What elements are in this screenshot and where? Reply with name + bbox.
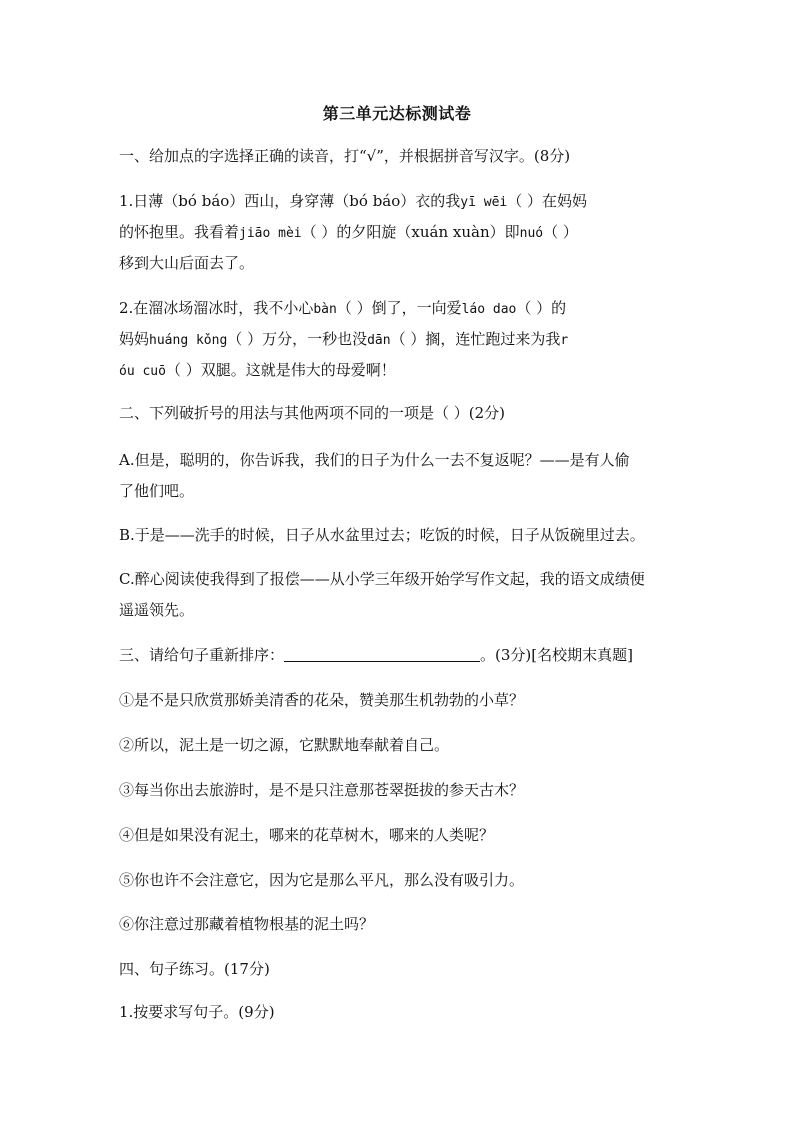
section-2-heading: 二、下列破折号的用法与其他两项不同的一项是（ ）(2分) [119,404,506,422]
q1-line-2 [119,217,689,249]
sentence-item: ②所以，泥土是一切之源，它默默地奉献着自己。 [119,736,450,754]
section-3-heading [119,640,689,670]
pinyin: dān [367,333,391,348]
q2-line-1 [119,293,689,325]
q1-line-3: 移到大山后面去了。 [119,254,255,272]
q2-text: （ ）双腿。这就是伟大的母爱啊！ [165,361,396,379]
pinyin: nuó [519,226,544,241]
sentence-item: ①是不是只欣赏那娇美清香的花朵，赞美那生机勃勃的小草？ [119,691,525,709]
option-c-line-2: 遥遥领先。 [119,601,195,619]
page-title: 第三单元达标测试卷 [322,104,472,123]
section-4-heading: 四、句子练习。(17分) [119,960,270,978]
option-a-line-2: 了他们吧。 [119,482,195,500]
section-3-heading-text: 三、请给句子重新排序： [119,646,285,664]
option-b: B.于是——洗手的时候，日子从水盆里过去；吃饭的时候，日子从饭碗里过去。 [119,526,645,544]
q1-line-1 [119,186,689,218]
pinyin: láo dao [461,302,517,317]
q1-text: 1.日薄（bó báo）西山，身穿薄（bó báo）衣的我 [119,192,461,210]
pinyin: yī wēi [460,195,508,210]
q1-text: （ ） [543,223,578,241]
q2-text: （ ）的 [516,299,567,317]
pinyin: r [560,333,569,348]
pinyin: huáng kǒng [149,333,228,348]
q2-text: （ ）倒了，一向爱 [336,299,462,317]
sentence-item: ④但是如果没有泥土，哪来的花草树木，哪来的人类呢？ [119,826,495,844]
sentence-item: ⑤你也许不会注意它，因为它是那么平凡，那么没有吸引力。 [119,871,525,889]
sentence-item: ③每当你出去旅游时，是不是只注意那苍翠挺拔的参天古木？ [119,781,525,799]
q1-text: （ ）的夕阳旋（xuán xuàn）即 [301,223,520,241]
answer-blank-line[interactable] [284,646,480,662]
q2-text: （ ）万分，一秒也没 [227,330,368,348]
q2-line-2 [119,324,689,356]
q2-text: 妈妈 [119,330,150,348]
pinyin: jiāo mèi [239,226,302,241]
q2-text: （ ）搁，连忙跑过来为我 [390,330,561,348]
q1-text: （ ）在妈妈 [507,192,588,210]
section-4-sub-1: 1.按要求写句子。(9分) [119,1003,275,1021]
q2-text: 2.在溜冰场溜冰时，我不小心 [119,299,314,317]
pinyin: bàn [313,302,337,317]
option-a-line-1: A.但是，聪明的，你告诉我，我们的日子为什么一去不复返呢？——是有人偷 [119,451,630,469]
pinyin: óu cuō [119,364,166,379]
section-1-heading: 一、给加点的字选择正确的读音，打“√”，并根据拼音写汉字。(8分) [119,147,571,165]
sentence-item: ⑥你注意过那藏着植物根基的泥土吗？ [119,915,375,933]
q2-line-3 [119,355,689,387]
q1-text: 的怀抱里。我看着 [119,223,240,241]
option-c-line-1: C.醉心阅读使我得到了报偿——从小学三年级开始学写作文起，我的语文成绩便 [119,570,645,588]
section-3-heading-suffix: 。(3分)[名校期末真题] [480,646,633,664]
